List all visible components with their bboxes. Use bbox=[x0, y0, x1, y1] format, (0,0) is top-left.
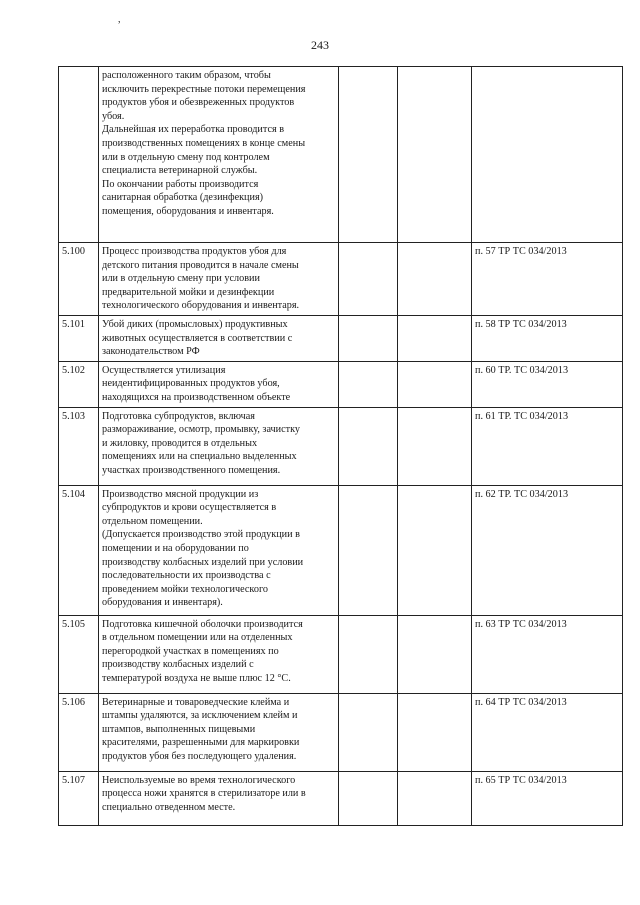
requirement-line: продуктов убоя без последующего удаления. bbox=[102, 750, 297, 762]
empty-cell bbox=[398, 361, 472, 407]
requirement-line: убоя. bbox=[102, 110, 125, 122]
requirement-text bbox=[99, 315, 339, 361]
empty-cell bbox=[339, 67, 398, 243]
table-body bbox=[59, 67, 623, 826]
scan-mark: , bbox=[118, 14, 121, 25]
requirement-line: животных осуществляется в соответствии с bbox=[102, 332, 293, 344]
requirement-line: производственных помещениях в конце смены bbox=[102, 137, 306, 149]
clause-number: 5.106 bbox=[59, 693, 99, 771]
empty-cell bbox=[398, 485, 472, 615]
clause-number: 5.100 bbox=[59, 243, 99, 316]
requirement-line: Ветеринарные и товароведческие клейма и bbox=[102, 696, 290, 708]
empty-cell bbox=[339, 615, 398, 693]
regulation-reference: п. 60 ТР. ТС 034/2013 bbox=[472, 361, 623, 407]
clause-number: 5.101 bbox=[59, 315, 99, 361]
requirement-line: исключить перекрестные потоки перемещения bbox=[102, 83, 306, 95]
table-row bbox=[59, 243, 623, 316]
empty-cell bbox=[339, 407, 398, 485]
requirement-text bbox=[99, 407, 339, 485]
requirement-line: производству колбасных изделий с bbox=[102, 659, 254, 671]
requirement-text bbox=[99, 243, 339, 316]
requirement-line: процесса ножи хранятся в стерилизаторе или в bbox=[102, 788, 306, 800]
requirement-line: Дальнейшая их переработка проводится в bbox=[102, 124, 285, 136]
clause-number: 5.107 bbox=[59, 771, 99, 825]
empty-cell bbox=[339, 243, 398, 316]
requirement-line: температурой воздуха не выше плюс 12 °С. bbox=[102, 672, 291, 684]
regulation-reference bbox=[472, 67, 623, 243]
requirement-line: санитарная обработка (дезинфекция) bbox=[102, 192, 264, 204]
requirement-line: в отдельном помещении или на отделенных bbox=[102, 632, 293, 644]
requirement-line: расположенного таким образом, чтобы bbox=[102, 70, 271, 81]
requirement-line: детского питания проводится в начале смены bbox=[102, 259, 299, 271]
table-row bbox=[59, 771, 623, 825]
requirement-line: и жиловку, проводится в отдельных bbox=[102, 437, 258, 449]
requirement-line: предварительной мойки и дезинфекции bbox=[102, 286, 275, 298]
requirement-line: По окончании работы производится bbox=[102, 178, 259, 190]
page-number: 243 bbox=[311, 38, 329, 52]
requirement-line: Процесс производства продуктов убоя для bbox=[102, 246, 287, 257]
requirement-text bbox=[99, 67, 339, 243]
empty-cell bbox=[398, 243, 472, 316]
requirement-text bbox=[99, 771, 339, 825]
regulation-reference: п. 62 ТР. ТС 034/2013 bbox=[472, 485, 623, 615]
requirement-line: Убой диких (промысловых) продуктивных bbox=[102, 318, 288, 330]
regulation-reference: п. 63 ТР ТС 034/2013 bbox=[472, 615, 623, 693]
requirement-line: специально отведенном месте. bbox=[102, 801, 236, 813]
requirement-line: неидентифицированных продуктов убоя, bbox=[102, 378, 280, 390]
requirement-line: проведением мойки технологического bbox=[102, 583, 268, 595]
regulation-reference: п. 61 ТР. ТС 034/2013 bbox=[472, 407, 623, 485]
regulation-reference: п. 57 ТР ТС 034/2013 bbox=[472, 243, 623, 316]
requirement-line: последовательности их производства с bbox=[102, 570, 271, 582]
requirement-line: продуктов убоя и обезвреженных продуктов bbox=[102, 97, 295, 109]
requirement-text bbox=[99, 615, 339, 693]
requirement-line: красителями, разрешенными для маркировки bbox=[102, 737, 300, 749]
requirement-line: производству колбасных изделий при условии bbox=[102, 556, 304, 568]
empty-cell bbox=[339, 315, 398, 361]
clause-number: 5.102 bbox=[59, 361, 99, 407]
empty-cell bbox=[339, 771, 398, 825]
requirement-line: перегородкой участках в помещениях по bbox=[102, 645, 279, 657]
requirement-line: Подготовка кишечной оболочки производится bbox=[102, 618, 303, 630]
requirement-line: участках производственного помещения. bbox=[102, 464, 281, 476]
requirement-line: (Допускается производство этой продукции в bbox=[102, 529, 300, 541]
requirement-line: Производство мясной продукции из bbox=[102, 488, 259, 500]
empty-cell bbox=[398, 693, 472, 771]
requirement-line: Подготовка субпродуктов, включая bbox=[102, 410, 255, 422]
requirement-line: находящихся на производственном объекте bbox=[102, 391, 291, 403]
requirement-text bbox=[99, 361, 339, 407]
requirement-line: или в отдельную смену под контролем bbox=[102, 151, 270, 163]
requirement-text bbox=[99, 485, 339, 615]
empty-cell bbox=[398, 771, 472, 825]
table-row bbox=[59, 693, 623, 771]
requirement-line: штампов, выполненных пищевыми bbox=[102, 723, 256, 735]
table-row bbox=[59, 485, 623, 615]
empty-cell bbox=[398, 67, 472, 243]
requirement-line: размораживание, осмотр, промывку, зачистку bbox=[102, 424, 301, 436]
table-row bbox=[59, 67, 623, 243]
requirement-line: законодательством РФ bbox=[102, 346, 200, 358]
table-row bbox=[59, 315, 623, 361]
requirements-table bbox=[58, 66, 623, 826]
empty-cell bbox=[339, 693, 398, 771]
requirement-line: или в отдельную смену при условии bbox=[102, 273, 260, 285]
requirement-line: оборудования и инвентаря). bbox=[102, 597, 223, 609]
requirement-line: Неиспользуемые во время технологического bbox=[102, 774, 296, 786]
empty-cell bbox=[339, 485, 398, 615]
requirement-line: помещения, оборудования и инвентаря. bbox=[102, 205, 274, 217]
requirement-line: штампы удаляются, за исключением клейм и bbox=[102, 710, 298, 722]
clause-number: 5.103 bbox=[59, 407, 99, 485]
empty-cell bbox=[398, 407, 472, 485]
regulation-reference: п. 64 ТР ТС 034/2013 bbox=[472, 693, 623, 771]
requirement-line: субпродуктов и крови осуществляется в bbox=[102, 502, 277, 514]
requirement-line: помещениях или на специально выделенных bbox=[102, 451, 297, 463]
clause-number: 5.104 bbox=[59, 485, 99, 615]
requirement-line: специалиста ветеринарной службы. bbox=[102, 165, 258, 177]
requirement-line: технологического оборудования и инвентаря. bbox=[102, 300, 300, 312]
requirement-line: помещении и на оборудовании по bbox=[102, 542, 249, 554]
regulation-reference: п. 58 ТР ТС 034/2013 bbox=[472, 315, 623, 361]
empty-cell bbox=[398, 615, 472, 693]
table-row bbox=[59, 361, 623, 407]
table-row bbox=[59, 615, 623, 693]
clause-number bbox=[59, 67, 99, 243]
empty-cell bbox=[339, 361, 398, 407]
requirement-line: отдельном помещении. bbox=[102, 515, 203, 527]
empty-cell bbox=[398, 315, 472, 361]
requirement-line: Осуществляется утилизация bbox=[102, 364, 226, 376]
clause-number: 5.105 bbox=[59, 615, 99, 693]
regulation-reference: п. 65 ТР ТС 034/2013 bbox=[472, 771, 623, 825]
table-row bbox=[59, 407, 623, 485]
requirement-text bbox=[99, 693, 339, 771]
